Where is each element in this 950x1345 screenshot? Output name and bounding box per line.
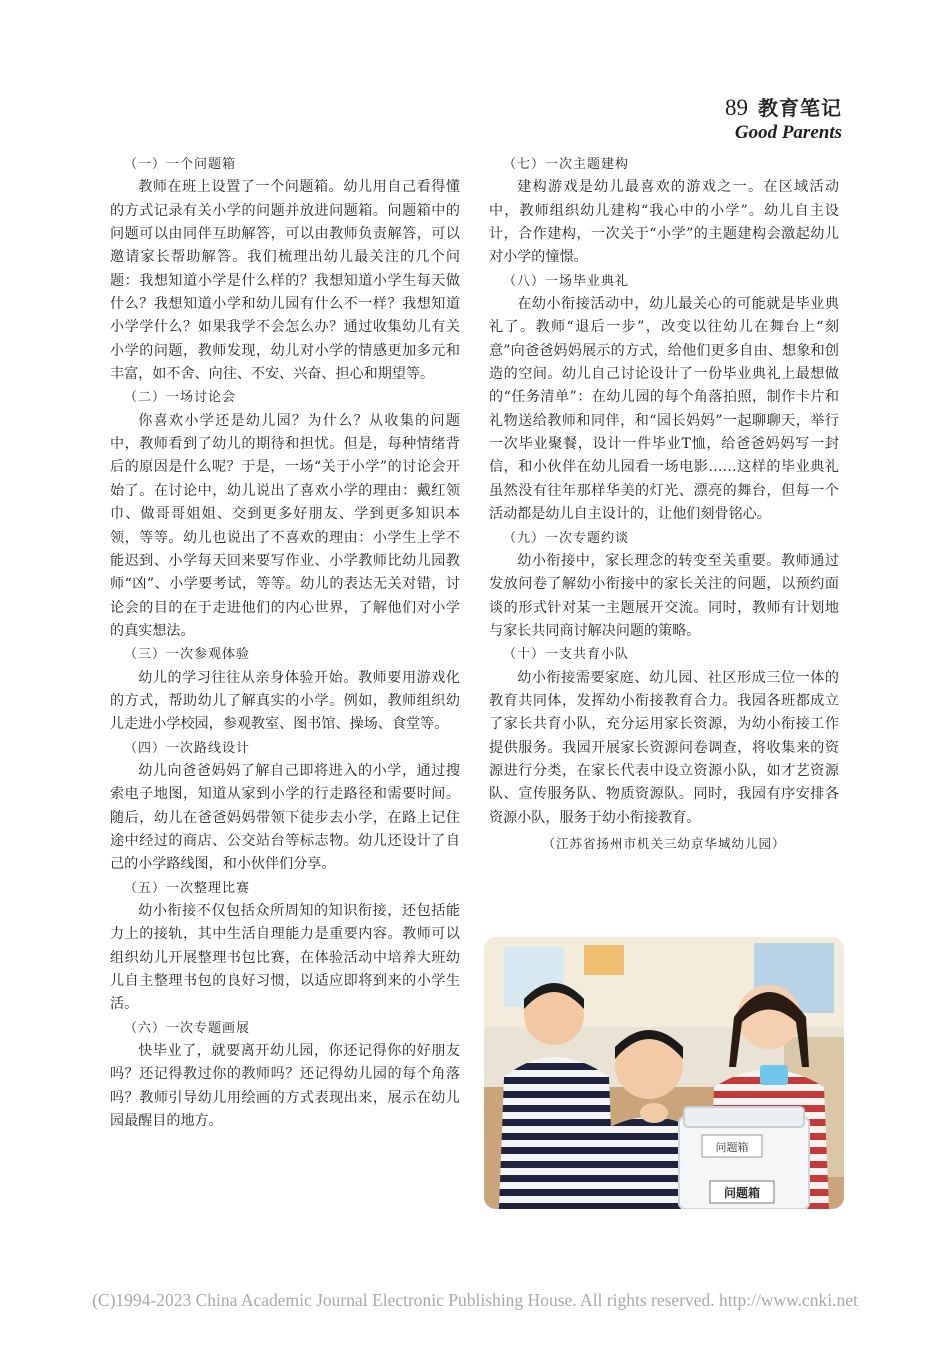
section-heading: （二）一场讨论会	[124, 390, 237, 406]
right-column	[489, 153, 839, 855]
section-heading: （一）一个问题箱	[124, 157, 237, 172]
section-heading: （九）一次专题约谈	[503, 530, 630, 546]
box-label-top: 问题箱	[715, 1141, 749, 1154]
classroom-photo	[484, 937, 844, 1209]
body-paragraph: 幼小衔接不仅包括众所周知的知识衔接，还包括能力上的接轨，其中生活自理能力是重要内容。教师可以组织幼儿开展整理书包比赛，在体验活动中培养大班幼儿自主整理书包的良好习惯，以适应即将到来的小学生活。	[110, 903, 460, 1013]
body-paragraph: 幼小衔接中，家长理念的转变至关重要。教师通过发放问卷了解幼小衔接中的家长关注的问题，以预约面谈的形式针对某一主题展开交流。同时，教师有计划地与家长共同商讨解决问题的策略。	[489, 552, 839, 639]
box-label-front: 问题箱	[723, 1186, 761, 1200]
body-paragraph: 快毕业了，就要离开幼儿园，你还记得你的好朋友吗？还记得教过你的教师吗？还记得幼儿园的每个角落吗？教师引导幼儿用绘画的方式表现出来，展示在幼儿园最醒目的地方。	[110, 1043, 460, 1130]
section-heading: （七）一次主题建构	[503, 157, 630, 172]
section-heading: （十）一支共育小队	[503, 647, 630, 663]
section-title-en: Good Parents	[734, 122, 842, 143]
section-heading: （六）一次专题画展	[124, 1020, 251, 1036]
page-header	[725, 92, 842, 144]
page-number: 89	[725, 95, 748, 120]
section-title: 教育笔记	[758, 96, 842, 120]
body-paragraph: 在幼小衔接活动中，幼儿最关心的可能就是毕业典礼了。教师“退后一步”，改变以往幼儿在舞台上“刻意”向爸爸妈妈展示的方式，给他们更多自由、想象和创造的空间。幼儿自己讨论设计了一份毕业典礼上最想做的“任务清单”：在幼儿园的每个角落拍照，制作卡片和礼物送给教师和同伴，和“园长妈妈”一起聊聊天，举行一次毕业聚餐，设计一件毕业T恤，给爸爸妈妈写一封信，和小伙伴在幼儿园看一场电影……这样的毕业典礼虽然没有往年那样华美的灯光、漂亮的舞台，但每一个活动都是幼儿自主设计的，让他们刻骨铭心。	[489, 296, 839, 523]
body-paragraph: 建构游戏是幼儿最喜欢的游戏之一。在区域活动中，教师组织幼儿建构“我心中的小学”。幼儿自主设计，合作建构，一次关于“小学”的主题建构会激起幼儿对小学的憧憬。	[489, 179, 839, 266]
body-paragraph: 幼小衔接需要家庭、幼儿园、社区形成三位一体的教育共同体，发挥幼小衔接教育合力。我园各班都成立了家长共育小队，充分运用家长资源，为幼小衔接工作提供服务。我园开展家长资源问卷调查，将收集来的资源进行分类，在家长代表中设立资源小队，如才艺资源队、宣传服务队、物质资源队。同时，我园有序安排各资源小队，服务于幼小衔接教育。	[489, 669, 839, 826]
author-affiliation: （江苏省扬州市机关三幼京华城幼儿园）	[542, 835, 786, 851]
header-row	[725, 92, 842, 121]
photo-illustration	[484, 937, 844, 1209]
copyright-footer: (C)1994-2023 China Academic Journal Electronic Publishing House. All rights reserved. http://www.cnki.net	[92, 1290, 858, 1310]
section-heading: （八）一场毕业典礼	[503, 273, 630, 289]
body-paragraph: 你喜欢小学还是幼儿园？为什么？从收集的问题中，教师看到了幼儿的期待和担忧。但是，每种情绪背后的原因是什么呢？于是，一场“关于小学”的讨论会开始了。在讨论中，幼儿说出了喜欢小学的理由：戴红领巾、做哥哥姐姐、交到更多好朋友、学到更多知识本领，等等。幼儿也说出了不喜欢的理由：小学生上学不能迟到、小学每天回来要写作业、小学教师比幼儿园教师“凶”、小学要考试，等等。幼儿的表达无关对错，讨论会的目的在于走进他们的内心世界，了解他们对小学的真实想法。	[110, 412, 460, 639]
left-column	[110, 153, 460, 1133]
section-heading: （三）一次参观体验	[124, 647, 251, 663]
body-paragraph: 幼儿的学习往往从亲身体验开始。教师要用游戏化的方式，帮助幼儿了解真实的小学。例如，教师组织幼儿走进小学校园，参观教室、图书馆、操场、食堂等。	[110, 669, 460, 733]
body-paragraph: 教师在班上设置了一个问题箱。幼儿用自己看得懂的方式记录有关小学的问题并放进问题箱。问题箱中的问题可以由同伴互助解答，可以由教师负责解答，可以邀请家长帮助解答。我们梳理出幼儿最关注的几个问题：我想知道小学是什么样的？我想知道小学生每天做什么？我想知道小学和幼儿园有什么不一样？我想知道小学学什么？如果我学不会怎么办？通过收集幼儿有关小学的问题，教师发现，幼儿对小学的情感更加多元和丰富，如不舍、向往、不安、兴奋、担心和期望等。	[110, 179, 460, 383]
section-heading: （四）一次路线设计	[124, 740, 251, 756]
body-paragraph: 幼儿向爸爸妈妈了解自己即将进入的小学，通过搜索电子地图，知道从家到小学的行走路径和需要时间。随后，幼儿在爸爸妈妈带领下徒步去小学，在路上记住途中经过的商店、公交站台等标志物。幼儿还设计了自己的小学路线图，和小伙伴们分享。	[110, 762, 460, 873]
section-heading: （五）一次整理比赛	[124, 880, 251, 896]
